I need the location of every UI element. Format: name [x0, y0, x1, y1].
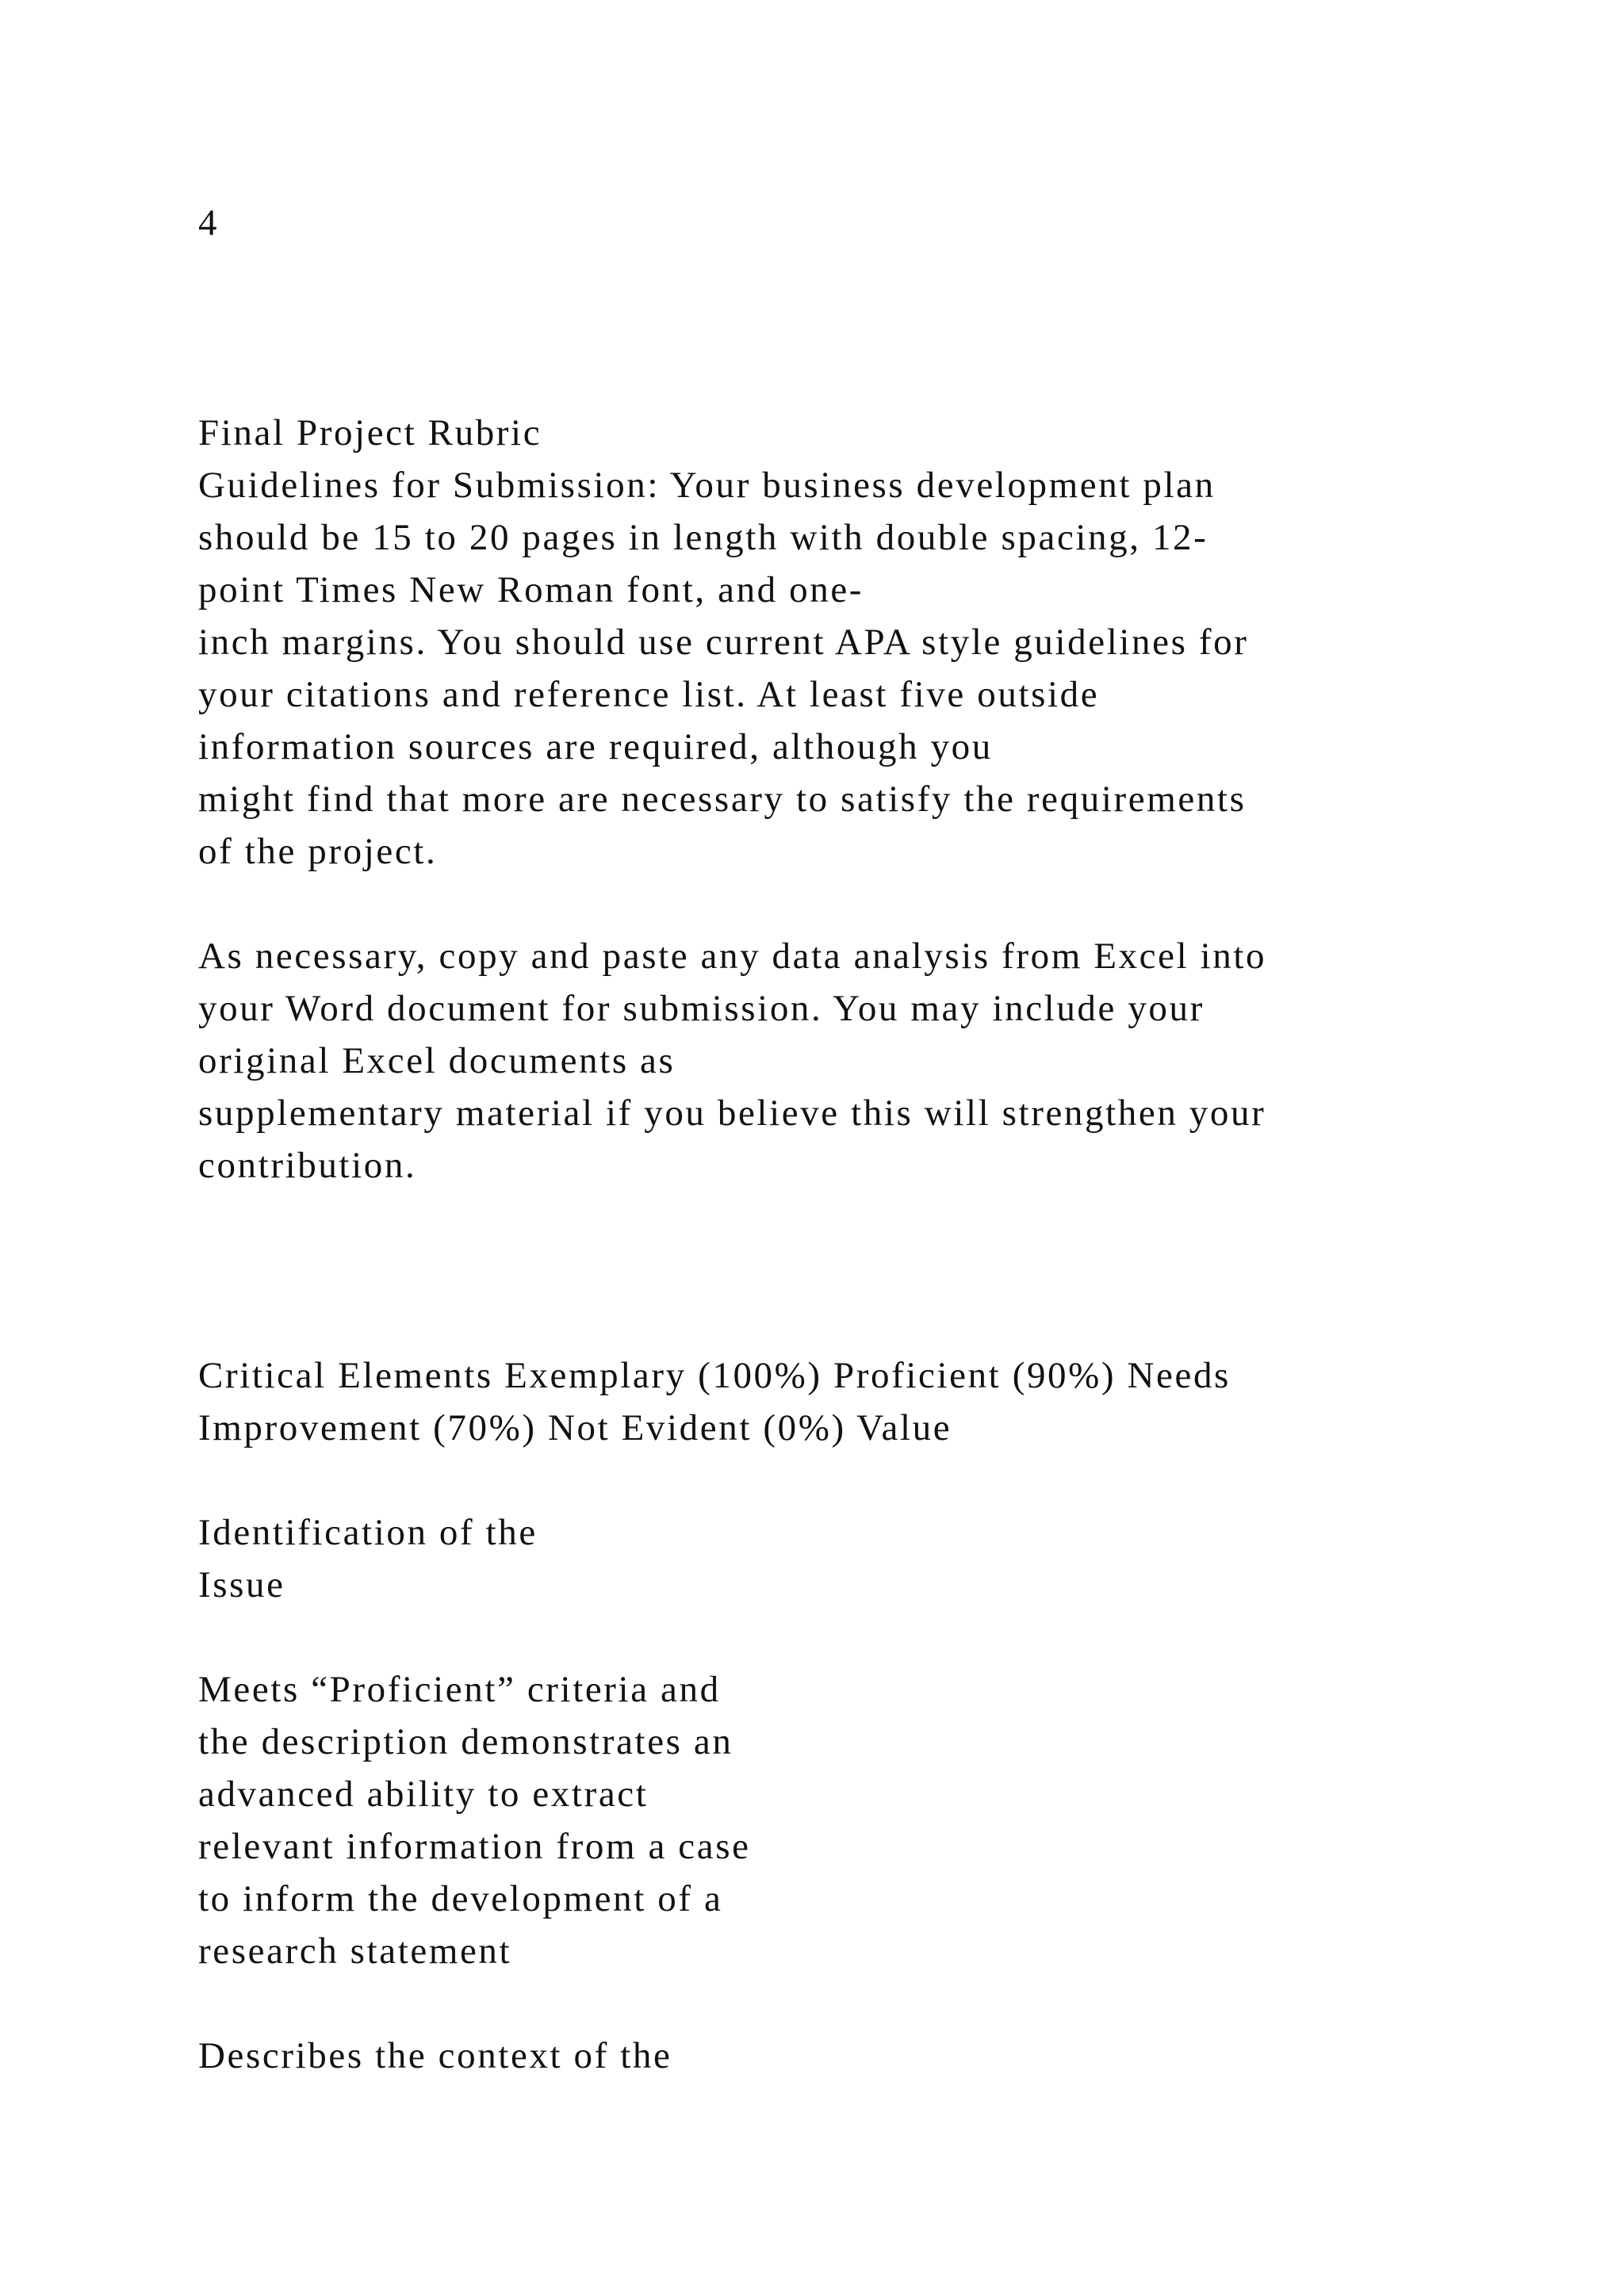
- text-line: supplementary material if you believe this will strengthen your: [198, 1093, 1266, 1134]
- text-line: information sources are required, although you: [198, 726, 993, 767]
- text-line: contribution.: [198, 1145, 417, 1186]
- criterion-description: relevant information from a case: [198, 1826, 751, 1867]
- text-line: point Times New Roman font, and one-: [198, 569, 864, 610]
- criterion-name: Identification of the: [198, 1512, 538, 1553]
- text-line: your Word document for submission. You may include your: [198, 988, 1205, 1029]
- rubric-header: Improvement (70%) Not Evident (0%) Value: [198, 1407, 952, 1448]
- text-line: Guidelines for Submission: Your business development plan: [198, 465, 1216, 506]
- text-line: your citations and reference list. At least five outside: [198, 674, 1100, 715]
- criterion-description: to inform the development of a: [198, 1878, 723, 1919]
- criterion-description: the description demonstrates an: [198, 1721, 733, 1762]
- criterion-description: research statement: [198, 1931, 512, 1972]
- text-line: As necessary, copy and paste any data analysis from Excel into: [198, 936, 1267, 977]
- criterion-description: Describes the context of the: [198, 2035, 672, 2076]
- document-title: Final Project Rubric: [198, 412, 542, 453]
- text-line: should be 15 to 20 pages in length with double spacing, 12-: [198, 517, 1208, 558]
- rubric-header: Critical Elements Exemplary (100%) Proficient (90%) Needs: [198, 1355, 1231, 1396]
- text-line: of the project.: [198, 831, 438, 872]
- criterion-name: Issue: [198, 1564, 285, 1605]
- page-number: 4: [198, 202, 220, 243]
- criterion-description: Meets “Proficient” criteria and: [198, 1669, 721, 1710]
- criterion-description: advanced ability to extract: [198, 1774, 649, 1815]
- text-line: inch margins. You should use current APA style guidelines for: [198, 622, 1249, 663]
- text-line: original Excel documents as: [198, 1040, 676, 1081]
- text-line: might find that more are necessary to satisfy the requirements: [198, 779, 1247, 820]
